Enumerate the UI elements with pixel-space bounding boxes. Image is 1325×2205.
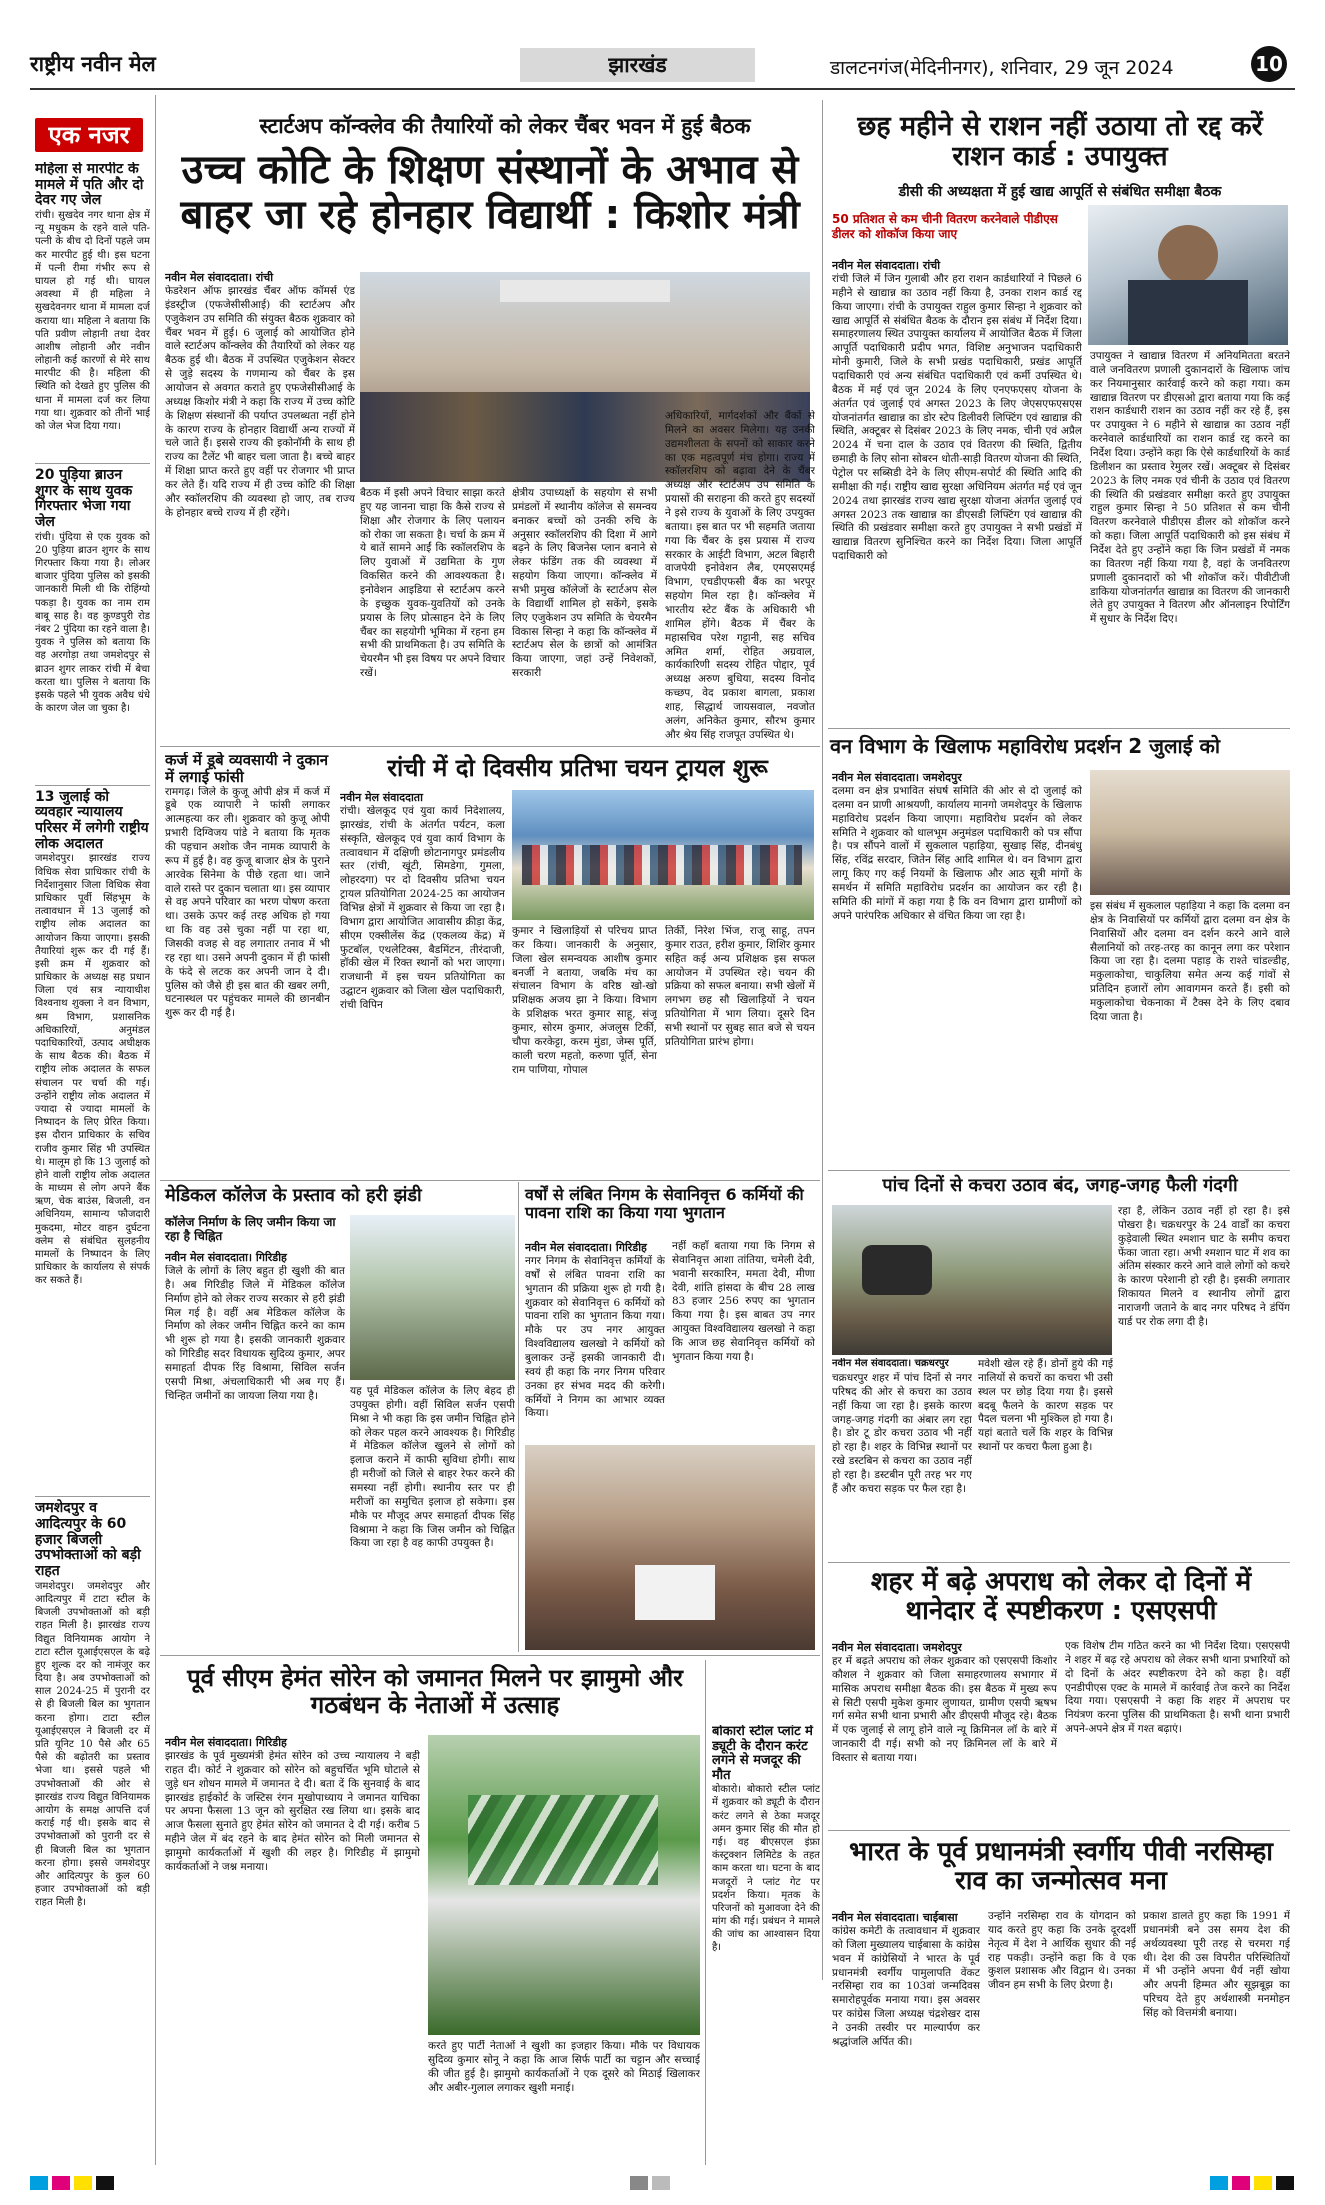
story-text: कुमार ने खिलाड़ियों से परिचय प्राप्त कर किया। जानकारी के अनुसार, जिला खेल समन्वयक आशीष कुमार बनर्जी ने बताया, जबकि मंच का संचालन विभाग के वरिष्ठ खो-खो प्रशिक्षक अजय झा ने किया। विभाग के प्रशिक्षक भरत कुमार साहू, संजू कुमार, सोरम कुमार, अंजलुस टिर्की, चौपा करकेट्टा, करम मुंडा, जेम्स पूर्ति, काली चरण महतो, करुणा पूर्ति, सेना राम पाणिया, गोपाल — [512, 925, 657, 1076]
section-tab: झारखंड — [520, 48, 755, 82]
story-dateline: नवीन मेल संवाददाता — [340, 791, 423, 804]
story-text: बोकारो। बोकारो स्टील प्लांट में शुक्रवार को ड्यूटी के दौरान करंट लगने से ठेका मजदूर अमन कुमार सिंह की मौत हो गई। वह बीएसएल इंफ्रा कंस्ट्रक्शन लिमिटेड के तहत काम करता था। घटना के बाद मजदूरों ने प्लांट गेट पर प्रदर्शन किया। मृतक के परिजनों को मुआवजा देने की मांग की गई। प्रबंधन ने मामले की जांच का आश्वासन दिया है। — [712, 1784, 820, 1954]
story-column — [165, 1250, 345, 1650]
story-column — [978, 1358, 1113, 1558]
story-headline: मेडिकल कॉलेज के प्रस्ताव को हरी झंडी — [165, 1185, 422, 1206]
story-dateline: नवीन मेल संवाददाता। जमशेदपुर — [832, 1641, 962, 1654]
story-text: रामगढ़। जिले के कुजू ओपी क्षेत्र में कर्ज में डूबे एक व्यापारी ने फांसी लगाकर आत्महत्या कर ली। शुक्रवार को कुजू ओपी प्रभारी दिग्विजय पांडे ने बताया कि मृतक की पहचान अशोक जैन नामक व्यापारी के रूप में हुई है। वह कुजू बाजार क्षेत्र के पुराने आरवेक सिनेमा के पीछे रहता था। जाने वाले रास्ते पर दुकान चलाता था। इस व्यापार से वह अपने परिवार का भरण पोषण करता था। उसके ऊपर कई तरह अधिक हो गया था कि वह उसे चुका नहीं पा रहा था, जिसकी वजह से वह लगातार तनाव में भी रह रहा था। उसने अपनी दुकान में ही फांसी के फंदे से लटक कर अपनी जान दे दी। पुलिस को जैसे ही इस बात की खबर लगी, घटनास्थल पर पहुंचकर मामले की छानबीन शुरू कर दी गई है। — [165, 785, 330, 1020]
sidebar-divider — [155, 95, 156, 2165]
medical-site-photo — [350, 1215, 515, 1380]
story-column — [1090, 350, 1290, 730]
story-column — [665, 925, 815, 1175]
story-text: यह पूर्व मेडिकल कॉलेज के लिए बेहद ही उपयुक्त होगी। वहीं सिविल सर्जन एसपी मिश्रा ने भी कहा कि इस जमीन चिह्नित होने को लेकर पहल करने आवश्यक है। गिरिडीह में मेडिकल कॉलेज खुलने से लोगों को इलाज कराने में काफी सुविधा होगी। साथ ही मरीजों को जिले से बाहर रेफर करने की समस्या नहीं होगी। स्थानीय स्तर पर ही मरीजों का समुचित इलाज हो सकेगा। इस मौके पर मौजूद अपर समाहर्ता दीपक सिंह विश्रामा ने कहा कि जिस जमीन को चिह्नित किया जा रहा है वह काफी उपयुक्त है। — [350, 1385, 515, 1550]
story-headline: पांच दिनों से कचरा उठाव बंद, जगह-जगह फैली गंदगी — [882, 1175, 1238, 1196]
story-headline: रांची में दो दिवसीय प्रतिभा चयन ट्रायल शुरू — [387, 754, 768, 782]
story-text: रहा है, लेकिन उठाव नहीं हो रहा है। इसे पोखरा है। चक्रधरपुर के 24 वार्डों का कचरा कुड़ेवाली स्थित श्मशान घाट के समीप कचरा फेंका जाता रहा। अभी श्मशान घाट में शव का अंतिम संस्कार करने आने वाले लोगों को कचरे के कारण परेशानी हो रही है। इसकी लगातार शिकायत मिलने व स्थानीय लोगों द्वारा नाराजगी जताने के बाद नगर परिषद ने डंपिंग यार्ड पर रोक लगा दी है। — [1118, 1205, 1290, 1328]
story-headline: बोकारो स्टील प्लांट में ड्यूटी के दौरान करंट लगने से मजदूर की मौत — [712, 1725, 813, 1783]
story-karz — [165, 752, 330, 1172]
column-divider — [822, 100, 823, 1980]
story-text: करते हुए पार्टी नेताओं ने खुशी का इजहार किया। मौके पर विधायक सुदिव्य कुमार सोनू ने कहा कि आज सिर्फ पार्टी का चट्टान और सच्चाई की जीत हुई है। झामुमो कार्यकर्ताओं ने एक दूसरे को मिठाई खिलाकर और अबीर-गुलाल लगाकर खुशी मनाई। — [428, 2040, 700, 2094]
masthead: राष्ट्रीय नवीन मेल — [30, 51, 156, 76]
story-dateline: नवीन मेल संवाददाता। गिरिडीह — [525, 1241, 647, 1254]
story-headline: उच्च कोटि के शिक्षण संस्थानों के अभाव से बाहर जा रहे होनहार विद्यार्थी : किशोर मंत्री — [180, 147, 800, 238]
story-dateline: नवीन मेल संवाददाता। गिरिडीह — [165, 1251, 287, 1264]
story-subhead: डीसी की अध्यक्षता में हुई खाद्य आपूर्ति से संबंधित समीक्षा बैठक — [898, 184, 1222, 200]
story-text: उपायुक्त ने खाद्यान्न वितरण में अनियमितता बरतने वाले जनवितरण प्रणाली दुकानदारों के खिलाफ जांच कर नियमानुसार कार्रवाई करने को कहा गया। कम खाद्यान्न वितरण पर डीएसओ द्वारा बताया गया कि कई राशन कार्डधारी राशन का उठाव नहीं कर रहे हैं, इस पर उपायुक्त ने 6 महीने से खाद्यान्न का उठाव नहीं करनेवाले कार्डधारियों का राशन कार्ड रद्द करने का निर्देश दिया। उन्होंने कहा कि ऐसे कार्डधारियों के कार्ड डिलीशन का प्रस्ताव रेमुलर रखें। अक्टूबर से दिसंबर 2023 के लिए नमक एवं चीनी के उठाव एवं वितरण की स्थिति की प्रखंडवार समीक्षा करते हुए उपायुक्त राहुल कुमार सिन्हा ने 50 प्रतिशत से कम चीनी वितरण करनेवाले पीडीएस डीलर को शोकॉज करने को कहा। जिला आपूर्ति पदाधिकारी को इस संबंध में निर्देश देते हुए उन्होंने कहा कि जिन प्रखंडों में नमक का वितरण नहीं किया गया है, वहां के जनवितरण प्रणाली दुकानदारों को भी शोकॉज करें। पीवीटीजी डाकिया योजनांतर्गत खाद्यान्न का वितरण की जानकारी लेते हुए उपायुक्त ने वितरण और ऑनलाइन रिपोर्टिंग में सुधार के निर्देश दिए। — [1090, 350, 1290, 626]
dc-meeting-photo — [1088, 205, 1288, 345]
story-text: उन्होंने नरसिम्हा राव के योगदान को याद करते हुए कहा कि उनके दूरदर्शी नेतृत्व में देश ने आर्थिक सुधार की नई राह पकड़ी। उन्होंने कहा कि वे एक कुशल प्रशासक और विद्वान थे। उनका जीवन हम सभी के लिए प्रेरणा है। — [988, 1910, 1136, 1992]
story-text: हर में बढ़ते अपराध को लेकर शुक्रवार को एसएसपी किशोर कौशल ने शुक्रवार को जिला समाहरणालय सभागार में मासिक अपराध समीक्षा बैठक की। इस बैठक में मुख्य रूप से सिटी एसपी मुकेश कुमार लुणायत, ग्रामीण एसपी ऋषभ गर्ग समेत सभी थाना प्रभारी और डीएसपी मौजूद रहे। बैठक में एक जुलाई से लागू होने वाले न्यू क्रिमिनल लॉ के बारे में जानकारी दी गई। सभी को नए क्रिमिनल लॉ के बारे में विस्तार से बताया गया। — [832, 1655, 1057, 1765]
story-column — [512, 925, 657, 1175]
nigam-payment-photo — [525, 1445, 815, 1650]
story-column — [1090, 900, 1290, 1165]
story-column — [525, 1240, 665, 1440]
page-number: 10 — [1251, 46, 1287, 82]
story-text: फेडरेशन ऑफ झारखंड चैंबर ऑफ कॉमर्स एंड इंडस्ट्रीज (एफजेसीसीआई) की स्टार्टअप और एजुकेशन उप समिति की संयुक्त बैठक शुक्रवार को चैंबर भवन में हुई। 6 जुलाई को आयोजित होने वाले स्टार्टअप कॉन्क्लेव की तैयारियों को लेकर यह बैठक हुई थी। बैठक में उपस्थित एजुकेशन सेक्टर से जुड़े सदस्य के गणमान्य को चैंबर के इस आयोजन से अवगत कराते हुए एफजेसीसीआई के अध्यक्ष किशोर मंत्री ने कहा कि राज्य में उच्च कोटि के शिक्षण संस्थानों की पर्याप्त उपलब्धता नहीं होने के कारण राज्य के होनहार विद्यार्थी अन्य राज्यों में चले जाते हैं। इससे राज्य की इकोनॉमी के साथ ही राज्य का टैलेंट भी बाहर चला जाता है। बच्चे बाहर में शिक्षा प्राप्त करते हुए वहीं पर रोजगार भी प्राप्त कर लेते हैं। यदि राज्य में ही उच्च कोटि की शिक्षा और स्कॉलरशिप की व्यवस्था हो जाए, तब राज्य के होनहार बच्चे राज्य में ही रहेंगे। — [165, 285, 355, 519]
story-text: झारखंड के पूर्व मुख्यमंत्री हेमंत सोरेन को उच्च न्यायालय ने बड़ी राहत दी। कोर्ट ने शुक्रवार को सोरेन को बहुचर्चित भूमि घोटाले से जुड़े धन शोधन मामले में जमानत दे दी। बता दें कि सुनवाई के बाद झारखंड हाईकोर्ट के जस्टिस रंगन मुखोपाध्याय ने जमानत याचिका पर अपना फैसला 13 जून को सुरक्षित रख लिया था। इसके बाद आज फैसला सुनाते हुए हेमंत सोरेन को जमानत दे दी गई। करीब 5 महीने जेल में बंद रहने के बाद हेमंत सोरेन को मिली जमानत से झामुमो कार्यकर्ताओं में खुशी की लहर है। गिरिडीह में झामुमो कार्यकर्ताओं ने जश्न मनाया। — [165, 1750, 420, 1873]
story-text: इस संबंध में सुकलाल पहाड़िया ने कहा कि दलमा वन क्षेत्र के निवासियों पर कर्मियों द्वारा दलमा वन क्षेत्र के निवासियों और दलमा वन दर्शन करने आने वाले सैलानियों को तरह-तरह का कानून लगा कर परेशान किया जा रहा है। दलमा पहाड़ के राश्ते चांडल्डीह, मकुलाकोचा, चाकुलिया समेत अन्य कई गांवों से प्रतिदिन हजारों लोग आवागमन करते हैं। इसी को मकुलाकोचा चेकनाका में टैक्स देने के लिए दबाव दिया जाता है। — [1090, 900, 1290, 1023]
story-dateline: नवीन मेल संवाददाता। रांची — [165, 271, 274, 284]
story-dateline: नवीन मेल संवाददाता। चक्रधरपुर — [832, 1358, 949, 1369]
story-column — [340, 790, 505, 1175]
sidebar-text: जमशेदपुर। झारखंड राज्य विधिक सेवा प्राधिकार रांची के निर्देशानुसार जिला विधिक सेवा प्राधिकार पूर्वी सिंहभूम के तत्वावधान में 13 जुलाई को राष्ट्रीय लोक अदालत का आयोजन किया जाएगा। इसकी तैयारियां शुरू कर दी गई हैं। इसी क्रम में शुक्रवार को प्राधिकार के अध्यक्ष सह प्रधान जिला एवं सत्र न्यायाधीश विश्वनाथ शुक्ला ने वन विभाग, श्रम विभाग, प्रशासनिक अधिकारियों, अनुमंडल पदाधिकारियों, उत्पाद अधीक्षक के साथ बैठक की। बैठक में राष्ट्रीय लोक अदालत के सफल संचालन पर चर्चा की गई। उन्होंने राष्ट्रीय लोक अदालत में ज्यादा से ज्यादा मामलों के निष्पादन के लिए प्रेरित किया। इस दौरान प्राधिकार के सचिव राजीव कुमार सिंह भी उपस्थित थे। मालूम हो कि 13 जुलाई को होने वाली राष्ट्रीय लोक अदालत के माध्यम से लोग अपने बैंक ऋण, चेक बाउंस, बिजली, वन अधिनियम, सामान्य फौजदारी मुकदमा, मोटर वाहन दुर्घटना क्लेम से संबंधित सुलहनीय मामलों के निष्पादन के लिए प्राधिकार के कार्यालय से संपर्क कर सकते हैं। — [35, 853, 150, 1287]
story-dateline: नवीन मेल संवाददाता। रांची — [832, 259, 941, 272]
story-text: जिले के लोगों के लिए बहुत ही खुशी की बात है। अब गिरिडीह जिले में मेडिकल कॉलेज निर्माण होने को लेकर राज्य सरकार से हरी झंडी मिल गई है। वहीं अब मेडिकल कॉलेज के निर्माण को लेकर जमीन चिह्नित करने का काम भी शुरू हो गया है। इसकी जानकारी शुक्रवार को गिरिडीह सदर विधायक सुदिव्य कुमार, अपर समाहर्ता दीपक रिंह विश्रामा, सिविल सर्जन एसपी मिश्रा, अंचलाधिकारी भी अब गए हैं। चिन्हित जमीनों का जायजा लिया गया है। — [165, 1265, 345, 1402]
story-headline: वर्षों से लंबित निगम के सेवानिवृत्त 6 कर्मियों की पावना राशि का किया गया भुगतान — [525, 1185, 804, 1222]
story-text: अधिकारियों, मार्गदर्शकों और बैंकों से मिलने का अवसर मिलेगा। यह उनकी उद्यमशीलता के सपनों को साकार करने का एक महत्वपूर्ण मंच होगा। राज्य में स्कॉलरशिप को बढ़ावा देने के चैंबर अध्यक्ष और स्टार्टअप उप समिति के प्रयासों की सराहना की करते हुए सदस्यों ने इसे राज्य के युवाओं के लिए उपयुक्त बताया। इस बात पर भी सहमति जताया गया कि चैंबर के इस प्रयास में राज्य सरकार के आईटी विभाग, अटल बिहारी वाजपेयी इनोवेशन लैब, एमएसएमई विभाग, एचडीएफसी बैंक का भरपूर सहयोग मिल रहा है। कॉन्क्लेव में भारतीय स्टेट बैंक के अधिकारी भी शामिल होंगे। बैठक में चैंबर के महासचिव परेश गट्टानी, सह सचिव अमित शर्मा, रोहित अग्रवाल, कार्यकारिणी सदस्य रोहित पोद्दार, पूर्व अध्यक्ष अरुण बुधिया, सदस्य विनोद कच्छप, वेद प्रकाश बागला, प्रकाश शाह, सिद्धार्थ जायसवाल, नवजोत अलंग, अनिकेत कुमार, सौरभ कुमार और श्रेय सिंह राजपूत उपस्थित थे। — [665, 410, 815, 741]
trial-photo — [512, 790, 814, 920]
story-text: रांची। खेलकूद एवं युवा कार्य निदेशालय, झारखंड, रांची के अंतर्गत पर्यटन, कला संस्कृति, खेलकूद एवं युवा कार्य विभाग के तत्वावधान में दक्षिणी छोटानागपुर प्रमंडलीय स्तर (रांची, खूंटी, सिमडेगा, गुमला, लोहरदगा) पर दो दिवसीय प्रतिभा चयन ट्रायल प्रतियोगिता 2024-25 का आयोजन विभिन्न क्षेत्रों में शुक्रवार से किया जा रहा है। विभाग द्वारा आयोजित आवासीय क्रीड़ा केंद्र, सीएम एक्सीलेंस केंद्र (एकलव्य केंद्र) में फुटबॉल, एथलेटिक्स, बैडमिंटन, तीरंदाजी, हॉकी खेल में रिक्त स्थानों को भरा जाएगा। राजधानी में इस चयन प्रतियोगिता का उद्घाटन शुक्रवार को जिला खेल पदाधिकारी, रांची विपिन — [340, 805, 505, 1012]
story-text: एक विशेष टीम गठित करने का भी निर्देश दिया। एसएसपी ने शहर में बढ़ रहे अपराध को लेकर सभी थाना प्रभारियों को दो दिनों के अंदर स्पष्टीकरण देने को कहा है। वहीं एनडीपीएस एक्ट के मामले में कार्रवाई तेज करने का निर्देश दिया गया। एसएसपी ने कहा कि शहर में अपराध पर नियंत्रण करना पुलिस की प्राथमिकता है। सभी थाना प्रभारी अपने-अपने क्षेत्र में गश्त बढ़ाएं। — [1065, 1640, 1290, 1736]
registration-strip — [30, 2176, 1295, 2190]
story-column — [512, 487, 657, 742]
celebration-photo — [428, 1735, 700, 2035]
sidebar-text: रांची। सुखदेव नगर थाना क्षेत्र में न्यू मधुकम के रहने वाले पति-पत्नी के बीच दो दिनों पहले जम कर मारपीट हुई थी। इस घटना में पत्नी रीमा गंभीर रूप से घायल हो गई थी। घायल अवस्था में ही महिला ने सुखदेवनगर थाना में मामला दर्ज कराया था। महिला ने बताया कि पति प्रवीण लोहानी तथा देवर आशीष लोहानी और नवीन लोहानी कई कारणों से मेरे साथ मारपीट की है। महिला की स्थिति को देखते हुए पुलिस की धाना में मामला दर्ज कर लिया गया था। शुक्रवार को तीनों भाई को जेल भेज दिया गया। — [35, 210, 150, 433]
story-text: रांची जिले में जिन गुलाबी और हरा राशन कार्डधारियों ने पिछले 6 महीने से खाद्यान्न का उठाव नहीं किया है, उनका राशन कार्ड रद्द किया जाएगा। रांची के उपायुक्त राहुल कुमार सिन्हा ने शुक्रवार को खाद्य आपूर्ति से संबंधित बैठक के दौरान इस संबंध में निर्देश दिया। समाहरणालय स्थित उपायुक्त कार्यालय में आयोजित बैठक में जिला आपूर्ति पदाधिकारी प्रदीप भगत, विशिष्ट अनुभाजन पदाधिकारी मोनी कुमारी, जिले के सभी प्रखंड पदाधिकारी, प्रखंड आपूर्ति पदाधिकारी एवं अन्य संबंधित पदाधिकारी एवं कर्मी उपस्थित थे। बैठक में मई एवं जून 2024 के लिए एनएफएसए योजना के अंतर्गत एवं जुलाई एवं अगस्त 2023 के लिए जेएसएफएसएस योजनांतर्गत खाद्यान्न का डोर स्टेप डिलीवरी लिफ्टिंग एवं खाद्यान्न की स्थिति, अक्टूबर से दिसंबर 2023 के लिए नमक, चीनी एवं अप्रैल 2024 में चना दाल के उठाव एवं वितरण की स्थिति, द्वितीय छमाही के लिए सोना सोबरन धोती-साड़ी वितरण योजना की स्थिति, पेट्रोल पर सब्सिडी देने के लिए सीएम-सपोर्ट की स्थिति आदि की समीक्षा की गई। राष्ट्रीय खाद्य सुरक्षा अधिनियम अंतर्गत मई एवं जून 2024 तथा झारखंड राज्य खाद्य सुरक्षा योजना अंतर्गत जुलाई एवं अगस्त 2023 तक खाद्यान्न का डीएसडी लिफ्टिंग एवं खाद्यान्न की स्थिति की प्रखंडवार समीक्षा करते हुए उपायुक्त ने सभी प्रखंडों में खाद्यान्न वितरण सुनिश्चित करने का निर्देश दिया। जिला आपूर्ति पदाधिकारी को — [832, 273, 1082, 563]
story-column — [1143, 1910, 1290, 2165]
story-column — [428, 2040, 700, 2165]
story-column — [832, 770, 1082, 1165]
story-dateline: नवीन मेल संवाददाता। चाईबासा — [832, 1911, 958, 1924]
sidebar-headline: महिला से मारपीट के मामले में पति और दो देवर गए जेल — [35, 162, 144, 209]
sidebar-label: एक नजर — [35, 118, 143, 152]
sidebar-text: जमशेदपुर। जमशेदपुर और आदित्यपुर में टाटा स्टील के बिजली उपभोक्ताओं को बड़ी राहत मिली है। झारखंड राज्य विद्युत विनियामक आयोग ने टाटा स्टील यूआईएसएल के बढ़े हुए शुल्क दर को नामंजूर कर दिया है। अब उपभोक्ताओं को साल 2024-25 में पुरानी दर से ही बिजली बिल का भुगतान करना होगा। टाटा स्टील यूआईएसएल ने बिजली दर में प्रति यूनिट 10 पैसे और 65 पैसे की बढ़ोतरी का प्रस्ताव भेजा था। इससे पहले भी उपभोक्ताओं की ओर से झारखंड राज्य विद्युत विनियामक आयोग के समक्ष आपत्ति दर्ज कराई गई थी। इसके बाद से उपभोक्ताओं को पुरानी दर से ही बिजली बिल का भुगतान करना होगा। इससे जमशेदपुर और आदित्यपुर के कुल 60 हजार उपभोक्ताओं को बड़ी राहत मिली है। — [35, 1580, 150, 1909]
sidebar-headline: 20 पुड़िया ब्राउन शुगर के साथ युवक गिरफ्तार भेजा गया जेल — [35, 467, 133, 531]
story-dateline: नवीन मेल संवाददाता। गिरिडीह — [165, 1736, 287, 1749]
story-column — [165, 1735, 420, 2165]
story-text: नगर निगम के सेवानिवृत्त कर्मियों के वर्षों से लंबित पावना राशि का भुगतान की प्रक्रिया शुरू हो गयी है। शुक्रवार को सेवानिवृत्त 6 कर्मियों को पावना राशि का भुगतान किया गया। मौके पर उप नगर आयुक्त विश्वविद्यालय खलखो ने कर्मियों को बुलाकर उन्हें इसकी जानकारी दी। स्वयं ही कहा कि नगर निगम परिवार उनका हर संभव मदद की करेगी। कर्मियों ने निगम का आभार व्यक्त किया। — [525, 1255, 665, 1420]
story-text: प्रकाश डालते हुए कहा कि 1991 में प्रधानमंत्री बने उस समय देश की अर्थव्यवस्था पूरी तरह से चरमरा गई थी। देश की उस विपरीत परिस्थितियों में भी उन्होंने अपना धैर्य नहीं खोया और अपनी हिम्मत और सूझबूझ का परिचय देते हुए अर्थशास्त्री मनमोहन सिंह को वित्तमंत्री बनाया। — [1143, 1910, 1290, 2020]
sidebar-headline: जमशेदपुर व आदित्यपुर के 60 हजार बिजली उपभोक्ताओं को बड़ी राहत — [35, 1500, 141, 1580]
story-kicker: स्टार्टअप कॉन्क्लेव की तैयारियों को लेकर चैंबर भवन में हुई बैठक — [259, 114, 751, 138]
story-text: नहीं कहाँ बताया गया कि निगम से सेवानिवृत्त आशा तांतिया, चमेली देवी, भवानी सरकारिन, ममता देवी, मीणा देवी, शांति हांसदा के बीच 28 लाख 83 हजार 256 रुपए का भुगतान किया गया है। इस बाबत उप नगर आयुक्त विश्वविद्यालय खलखो ने कहा कि आज छह सेवानिवृत्त कर्मियों को भुगतान किया गया है। — [672, 1240, 815, 1363]
story-headline: पूर्व सीएम हेमंत सोरेन को जमानत मिलने पर झामुमो और गठबंधन के नेताओं में उत्साह — [187, 1664, 683, 1719]
story-bokaro — [712, 1725, 820, 2165]
story-headline: शहर में बढ़े अपराध को लेकर दो दिनों में थानेदार दें स्पष्टीकरण : एसएसपी — [870, 1567, 1252, 1627]
story-headline: वन विभाग के खिलाफ महाविरोध प्रदर्शन 2 जुलाई को — [830, 734, 1221, 758]
story-column — [1118, 1205, 1290, 1557]
story-text: क्षेत्रीय उपाध्यक्षों के सहयोग से सभी प्रमंडलों में स्थानीय कॉलेज से समन्वय बनाकर बच्चों को उनकी रुचि के अनुसार स्कॉलरशिप की दिशा में आगे बढ़ने के लिए बिजनेस प्लान बनाने से लेकर फंडिंग तक की व्यवस्था में सहयोग किया जाएगा। कॉन्क्लेव में सभी प्रमुख कॉलेजों के स्टार्टअप सेल के विद्यार्थी शामिल हो सकेंगे, इसके लिए एजुकेशन उप समिति के चेयरमैन विकास सिन्हा ने कहा कि कॉन्क्लेव में स्टार्टअप सेल के छात्रों को आमंत्रित किया जाएगा, जहां उन्हें निवेशकों, सरकारी — [512, 487, 657, 680]
story-headline: भारत के पूर्व प्रधानमंत्री स्वर्गीय पीवी नरसिम्हा राव का जन्मोत्सव मना — [848, 1837, 1274, 1897]
story-dateline: नवीन मेल संवाददाता। जमशेदपुर — [832, 771, 962, 784]
sidebar-text: रांची। पुंदिया से एक युवक को 20 पुड़िया ब्राउन शुगर के साथ गिरफ्तार किया गया है। लोअर बाजार पुंदिया पुलिस को इसकी जानकारी मिली थी कि रोहिंग्यो पकड़ा है। युवक का नाम राम बाबू साह है। वह कुण्डपुरी रोड नंबर 2 पुंदिया का रहने वाला है। युवक ने पुलिस को बताया कि वह अरगोड़ा तथा जमशेदपुर से ब्राउन शुगर लाकर रांची में बेचा करता था। पुलिस ने बताया कि इसके पहले भी युवक अवैध धंधे के कारण जेल जा चुका है। — [35, 531, 150, 715]
story-subhead: कॉलेज निर्माण के लिए जमीन किया जा रहा है चिह्नित — [165, 1215, 336, 1244]
story-side-head: 50 प्रतिशत से कम चीनी वितरण करनेवाले पीडीएस डीलर को शोकॉज किया जाए — [832, 212, 1058, 241]
dateline: डालटनगंज(मेदिनीनगर), शनिवार, 29 जून 2024 — [830, 57, 1174, 79]
story-text: कांग्रेस कमेटी के तत्वावधान में शुक्रवार को जिला मुख्यालय चाईबासा के कांग्रेस भवन में कांग्रेसियों ने भारत के पूर्व प्रधानमंत्री स्वर्गीय पामुलापति वेंकट नरसिम्हा राव का 103वां जन्मदिवस समारोहपूर्वक मनाया गया। इस अवसर पर कांग्रेस जिला अध्यक्ष चंद्रशेखर दास ने उनकी तस्वीर पर माल्यार्पण कर श्रद्धांजलि अर्पित की। — [832, 1925, 980, 2048]
story-column — [988, 1910, 1136, 2165]
story-text: मवेशी खेल रहे हैं। डोनों हुये की गई नालियों से कचरों का कचरा भी उसी स्थल पर छोड़ दिया गया है। इससे बदबू फैलने के कारण सड़क पर पैदल चलना भी मुश्किल हो गया है। यहां बताते चलें कि शहर के विभिन्न स्थानों पर कचरा फैला हुआ है। — [978, 1358, 1113, 1454]
story-text: तिर्की, निरेश भिंज, राजू साहू, तपन कुमार राउत, हरीश कुमार, शिशिर कुमार सहित कई अन्य प्रशिक्षक इस सफल आयोजन में उपस्थित रहे। चयन की प्रक्रिया को सफल बनाया। सभी खेलों में लगभग छह सौ खिलाड़ियों ने चयन प्रतियोगिता में भाग लिया। दूसरे दिन सभी स्थानों पर सुबह सात बजे से चयन प्रतियोगिता प्रारंभ होगा। — [665, 925, 815, 1048]
story-headline: छह महीने से राशन नहीं उठाया तो रद्द करें राशन कार्ड : उपायुक्त — [857, 111, 1263, 173]
story-column — [832, 1640, 1057, 1825]
forest-meeting-photo — [1090, 770, 1290, 895]
story-text: चक्रधरपुर शहर में पांच दिनों से नगर परिषद की ओर से कचरा का उठाव नहीं किया जा रहा है। इसके कारण जगह-जगह गंदगी का अंबार लग रहा है। डोर टू डोर कचरा उठाव भी नहीं हो रहा है। शहर के विभिन्न स्थानों पर रखे डस्टबिन से कचरा का उठाव नहीं हो रहा है। डस्टबीन पूरी तरह भर गए हैं और कचरा सड़क पर फैल रहा है। — [832, 1372, 972, 1495]
story-column — [832, 1372, 972, 1557]
story-column — [350, 1385, 515, 1650]
story-column — [360, 487, 505, 742]
sidebar-headline: 13 जुलाई को व्यवहार न्यायालय परिसर में लगेगी राष्ट्रीय लोक अदालत — [35, 788, 149, 852]
garbage-photo — [832, 1205, 1112, 1355]
story-column — [165, 270, 355, 740]
story-column — [832, 258, 1082, 728]
story-text: दलमा वन क्षेत्र प्रभावित संघर्ष समिति की ओर से दो जुलाई को दलमा वन प्राणी आश्रयणी, कार्यालय मानगो जमशेदपुर के खिलाफ महाविरोध प्रदर्शन किया जाएगा। महाविरोध प्रदर्शन को लेकर समिति ने शुक्रवार को धालभूम अनुमंडल पदाधिकारी को पत्र सौंपा है। पत्र सौंपने वालों में सुकलाल पहाड़िया, सुखाइ सिंह, दीनबंधु सिंह, रविंद्र सरदार, जितेन सिंह आदि शामिल थे। वन विभाग द्वारा लागू किए गए कई नियमों के खिलाफ और आठ सूत्री मांगों के समर्थन में समिति महाविरोध प्रदर्शन का आयोजन कर रही है। समिति की मांगों में कहा गया है कि वन विभाग द्वारा ग्रामीणों को अपने पारंपरिक अधिकार से वंचित किया जा रहा है। — [832, 785, 1082, 922]
story-column — [665, 410, 815, 742]
story-headline: कर्ज में डूबे व्यवसायी ने दुकान में लगाई फांसी — [165, 752, 329, 786]
story-text: बैठक में इसी अपने विचार साझा करते हुए यह जानना चाहा कि कैसे राज्य से शिक्षा और रोजगार के लिए पलायन को रोका जा सकता है। चर्चा के क्रम में ये बातें सामने आईं कि स्कॉलरशिप के लिए युवाओं में उद्यमिता के गुण विकसित करने की आवश्यकता है। इनोवेशन आइडिया से स्टार्टअप करने के इच्छुक युवक-युवतियों को उनके प्रयास के लिए प्रोत्साहन देने के लिए चैंबर का सहयोगी भूमिका में रहना हम सभी की प्राथमिकता है। उप समिति के चेयरमैन भी इस विषय पर अपने विचार रखें। — [360, 487, 505, 680]
story-column — [672, 1240, 815, 1440]
sidebar-column — [35, 162, 150, 2162]
story-column — [1065, 1640, 1290, 1825]
story-column — [832, 1910, 980, 2165]
